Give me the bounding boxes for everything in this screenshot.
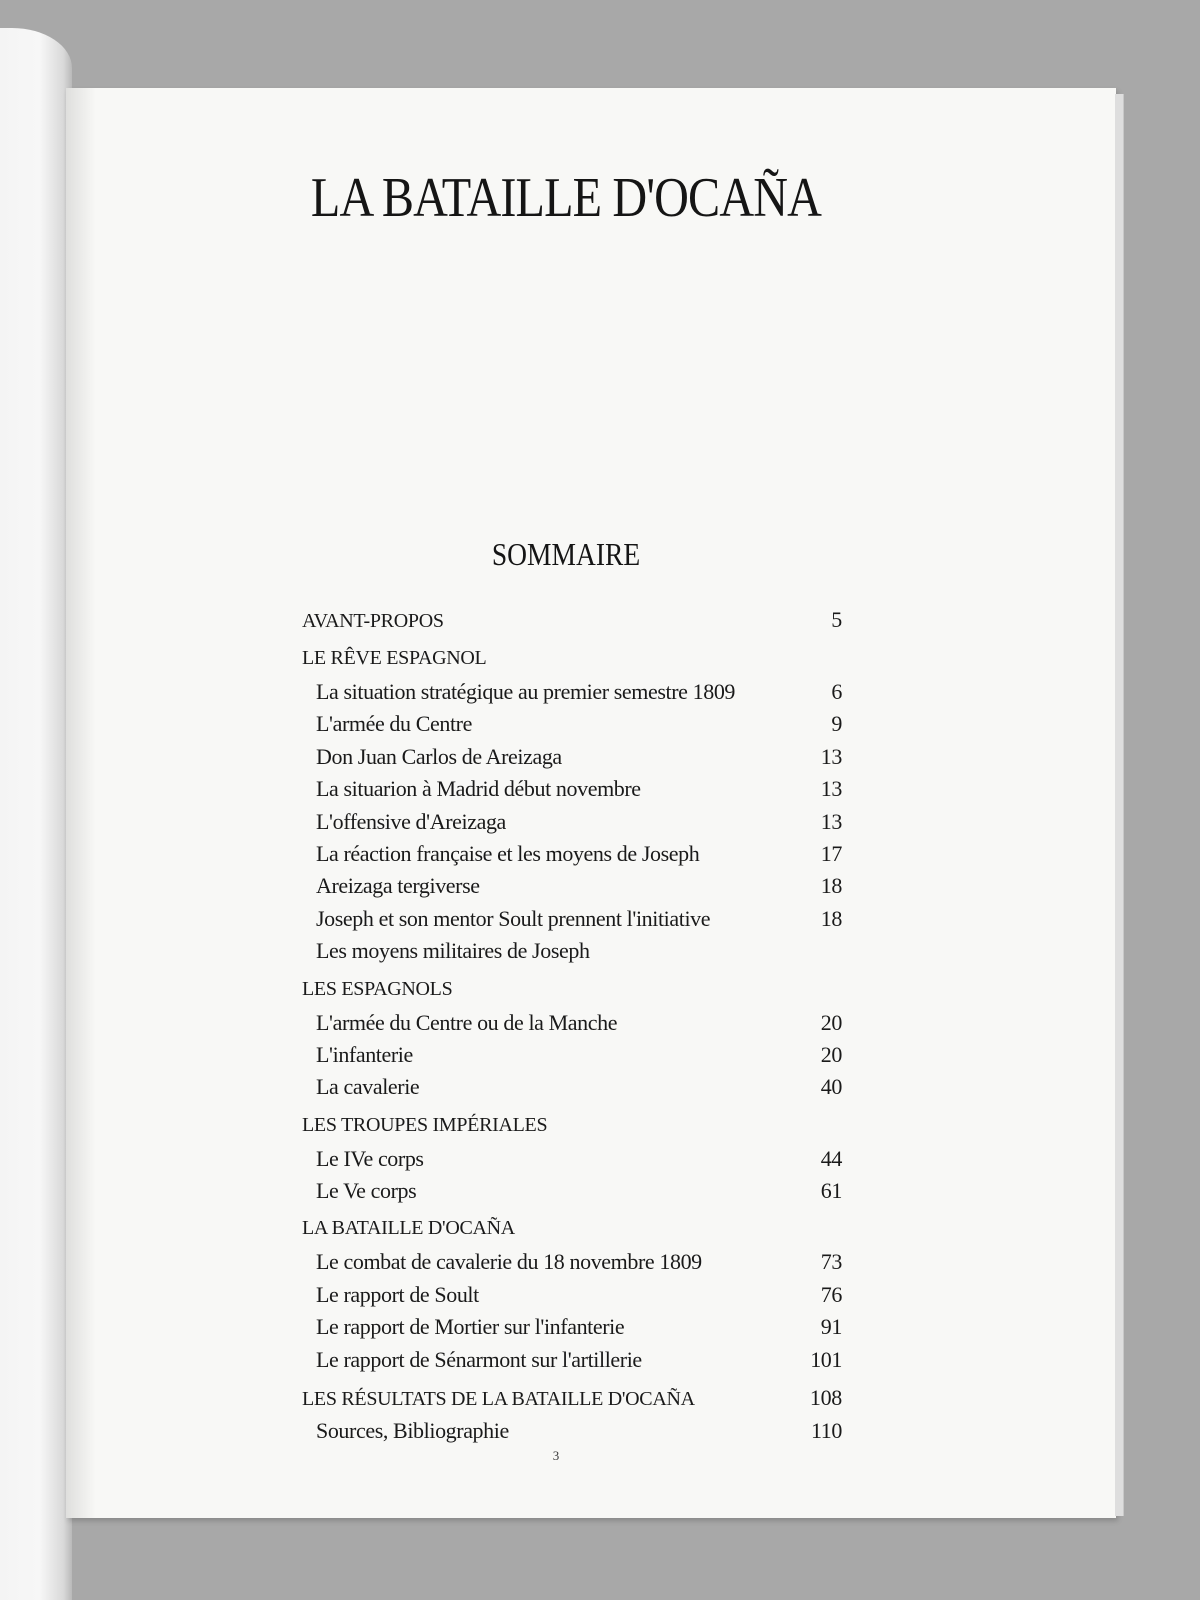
toc-entry-title: La situarion à Madrid début novembre <box>316 776 641 802</box>
toc-entry-title: LES ESPAGNOLS <box>302 977 453 1000</box>
left-page-edge <box>0 28 72 1600</box>
toc-chapter-entry <box>302 1007 842 1039</box>
toc-entry-page: 18 <box>820 905 842 931</box>
toc-entry-title: L'armée du Centre <box>316 711 472 737</box>
toc-entry-title: LES TROUPES IMPÉRIALES <box>302 1113 548 1136</box>
toc-chapter-entry <box>302 676 842 708</box>
toc-entry-title: LES RÉSULTATS DE LA BATAILLE D'OCAÑA <box>302 1388 695 1411</box>
toc-chapter-entry <box>302 1311 842 1343</box>
toc-entry-page: 13 <box>820 743 842 769</box>
toc-chapter-entry <box>302 1344 842 1376</box>
toc-chapter-entry <box>302 838 842 870</box>
toc-entry-title: Joseph et son mentor Soult prennent l'initiative <box>316 905 711 931</box>
toc-entry-title: La situation stratégique au premier semestre 1809 <box>316 679 736 704</box>
toc-entry-title: Les moyens militaires de Joseph <box>316 938 590 964</box>
toc-entry-title: Le combat de cavalerie du 18 novembre 1809 <box>316 1249 702 1275</box>
page-number: 3 <box>552 1448 560 1463</box>
page-stack-edge <box>1115 94 1124 1516</box>
toc-entry-page: 13 <box>820 776 842 802</box>
toc-part-entry <box>302 1108 842 1143</box>
toc-chapter-entry <box>302 1415 842 1447</box>
toc-entry-title: L'armée du Centre ou de la Manche <box>316 1009 618 1035</box>
toc-chapter-entry <box>302 773 842 805</box>
toc-chapter-entry <box>302 1246 842 1278</box>
toc-part-entry <box>302 1211 842 1246</box>
toc-entry-page: 108 <box>809 1385 842 1411</box>
section-heading: SOMMAIRE <box>491 536 641 572</box>
toc-entry-title: AVANT-PROPOS <box>302 610 444 632</box>
toc-chapter-entry <box>302 935 842 967</box>
toc-entry-page: 5 <box>831 607 842 632</box>
toc-part-entry <box>302 972 842 1007</box>
toc-entry-page: 73 <box>820 1249 842 1275</box>
toc-entry-page: 17 <box>820 840 842 866</box>
toc-chapter-entry <box>302 741 842 773</box>
toc-entry-title: Le rapport de Mortier sur l'infanterie <box>316 1314 625 1340</box>
toc-entry-page: 40 <box>820 1074 842 1100</box>
toc-entry-title: LE RÊVE ESPAGNOL <box>302 647 487 669</box>
toc-chapter-entry <box>302 806 842 838</box>
toc-entry-page: 44 <box>820 1145 842 1171</box>
toc-entry-title: L'offensive d'Areizaga <box>316 808 506 834</box>
toc-entry-page: 76 <box>820 1281 842 1307</box>
toc-entry-title: L'infanterie <box>316 1041 413 1067</box>
toc-chapter-entry <box>302 870 842 902</box>
toc-chapter-entry <box>302 1071 842 1103</box>
toc-chapter-entry <box>302 1279 842 1311</box>
toc-entry-title: La cavalerie <box>316 1074 420 1100</box>
toc-chapter-entry <box>302 1143 842 1175</box>
toc-entry-page: 18 <box>820 873 842 899</box>
toc-entry-title: Le rapport de Soult <box>316 1281 479 1307</box>
toc-entry-title: Le Ve corps <box>316 1178 417 1204</box>
toc-entry-title: Le rapport de Sénarmont sur l'artillerie <box>316 1346 642 1372</box>
toc-entry-page: 13 <box>820 808 842 834</box>
book-title: LA BATAILLE D'OCAÑA <box>310 167 822 229</box>
toc-entry-page: 20 <box>820 1041 842 1067</box>
toc-part-entry <box>302 1380 842 1415</box>
table-of-contents <box>302 602 842 1447</box>
book-page <box>66 88 1116 1518</box>
toc-entry-page: 61 <box>820 1178 842 1204</box>
page-gutter-shadow <box>66 88 96 1518</box>
toc-entry-title: Sources, Bibliographie <box>316 1418 509 1444</box>
toc-chapter-entry <box>302 1175 842 1207</box>
toc-entry-page: 91 <box>820 1314 842 1340</box>
toc-chapter-entry <box>302 903 842 935</box>
toc-entry-title: La réaction française et les moyens de Joseph <box>316 840 700 866</box>
toc-chapter-entry <box>302 708 842 740</box>
toc-entry-title: Don Juan Carlos de Areizaga <box>316 743 562 769</box>
toc-chapter-entry <box>302 1039 842 1071</box>
toc-entry-page: 6 <box>831 679 842 704</box>
toc-part-entry <box>302 602 842 637</box>
toc-part-entry <box>302 641 842 676</box>
toc-entry-page: 101 <box>810 1346 842 1372</box>
toc-entry-page: 9 <box>831 711 842 737</box>
toc-entry-page: 110 <box>811 1418 842 1444</box>
toc-entry-title: Le IVe corps <box>316 1145 424 1171</box>
toc-entry-page: 20 <box>820 1009 842 1035</box>
toc-entry-title: LA BATAILLE D'OCAÑA <box>302 1217 515 1240</box>
toc-entry-title: Areizaga tergiverse <box>316 873 480 899</box>
